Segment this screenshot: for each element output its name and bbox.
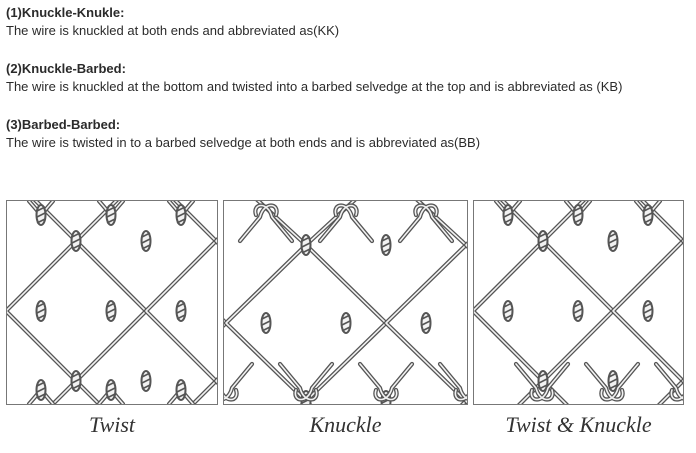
entry-description: The wire is knuckled at the bottom and twisted into a barbed selvedge at the top and is abbreviated as (KB)	[6, 79, 623, 94]
entry-bb	[6, 116, 692, 152]
mesh-group	[474, 201, 683, 404]
selvedge-illustration	[6, 200, 692, 453]
wire-strand	[466, 201, 467, 404]
wire-strand	[386, 201, 466, 404]
mesh-twist-drawing	[7, 201, 217, 404]
panel-knuckle	[223, 200, 468, 405]
entry-heading: (3)Barbed-Barbed:	[6, 117, 121, 132]
document-body	[6, 4, 692, 172]
entry-kk	[6, 4, 692, 40]
panel-twist	[6, 200, 218, 405]
wire-strand	[216, 201, 217, 404]
panel-caption: Twist	[88, 412, 136, 437]
panel-caption: Twist & Knuckle	[505, 412, 652, 437]
wire-highlight	[216, 201, 217, 404]
mesh-knuckle-drawing	[224, 201, 467, 404]
mesh-group	[7, 201, 217, 404]
mesh-twist-knuckle-drawing	[474, 201, 683, 404]
wire-strand	[224, 201, 226, 404]
entry-heading: (2)Knuckle-Barbed:	[6, 61, 126, 76]
panel-caption: Knuckle	[309, 412, 382, 437]
entry-description: The wire is twisted in to a barbed selvedge at both ends and is abbreviated as(BB)	[6, 135, 481, 150]
mesh-group	[224, 201, 467, 404]
entry-description: The wire is knuckled at both ends and abbreviated as(KK)	[6, 23, 340, 38]
panel-twist-knuckle	[473, 200, 684, 405]
wire-highlight	[224, 201, 226, 404]
wire-strand	[226, 201, 306, 404]
entry-heading: (1)Knuckle-Knukle:	[6, 5, 125, 20]
entry-kb	[6, 60, 692, 96]
wire-strand	[306, 201, 386, 404]
wire-highlight	[466, 201, 467, 404]
